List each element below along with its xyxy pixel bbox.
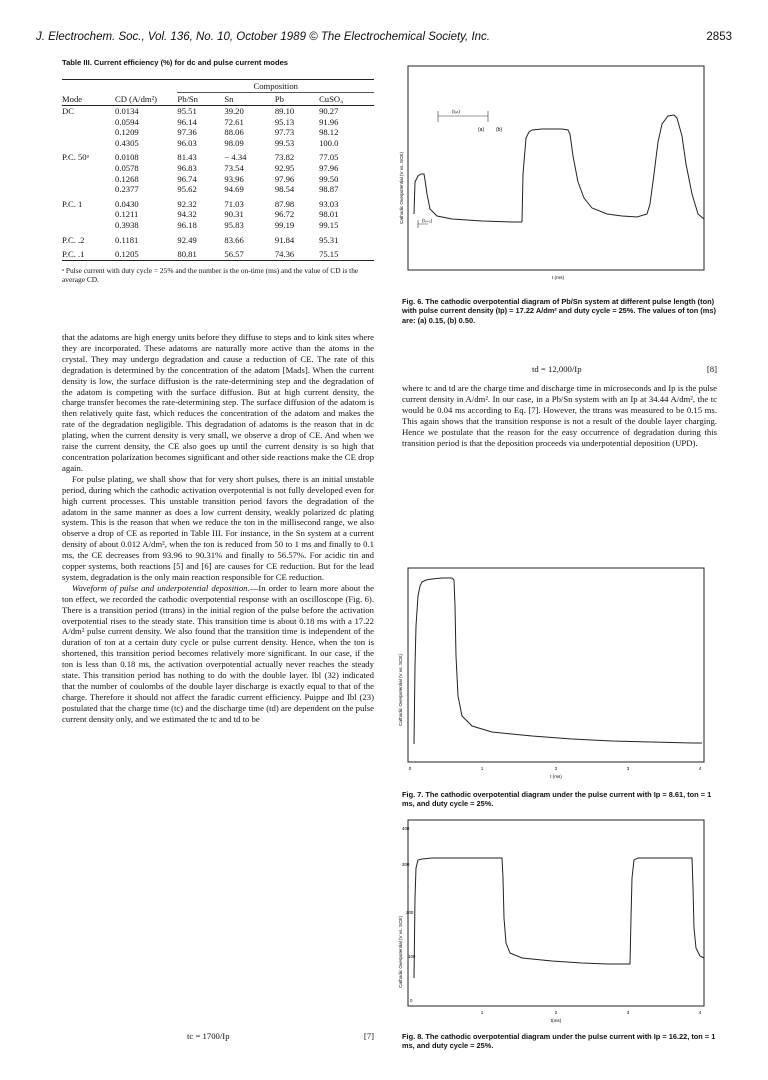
value-cell: 91.96 — [319, 116, 339, 127]
fig8-y-label: Cathodic Overpotential (V vs. SCE) — [398, 916, 403, 988]
table-row — [62, 163, 374, 174]
value-cell: 94.69 — [224, 184, 244, 195]
fig6-y-label: Cathodic Overpotential (V vs. SCE) — [399, 152, 404, 224]
value-cell: 97.36 — [177, 127, 197, 138]
value-cell: 98.09 — [224, 137, 244, 148]
table-iii — [62, 58, 374, 284]
table-row — [62, 117, 374, 128]
fig7-caption: Fig. 7. The cathodic overpotential diagram under the pulse current with Ip = 8.61, ton = 1 ms, and duty cycle = 25%. — [402, 790, 712, 809]
fig6-ton-marker — [438, 111, 488, 122]
value-cell: 99.19 — [274, 219, 295, 230]
value-cell: 0.0430 — [115, 198, 139, 209]
value-cell: 97.73 — [274, 127, 295, 138]
value-cell: 95.31 — [319, 234, 339, 245]
paragraph-adatoms: that the adatoms are high energy units before they diffuse to steps and to kink sites where they are incorporated. These adatoms are naturally more active than the atoms in the crystal. They may undergo degradation and cause a reduction of CE. The rate of this degradation is determined by the concentration of the adatom [Mads]. When the current density is low, the surface diffusion is the rate-determining step and the degradation of the adatom is competing with the surface diffusion. But at high current density, the charge transfer becomes the rate-determining step. The surface diffusion of the adatom is then relatively quite fast, which reduces the concentration of the adatom and makes the rate of the degradation negligible. This degradation of adatoms is the reason that in dc plating, when the current density is very small, we observe a drop of CE. And when we raise the current density, the CE also goes up until the current density is so high that concentration polarization becomes significant and other side reactions make the CE drop again. — [62, 332, 374, 473]
value-cell: 92.32 — [177, 198, 197, 209]
mode-cell — [62, 127, 115, 138]
figure-7 — [392, 566, 712, 788]
value-cell: 98.87 — [319, 184, 339, 195]
fig6-label-a: (a) — [478, 127, 485, 133]
mode-cell — [62, 220, 115, 231]
fig6-trace-a — [414, 174, 522, 222]
value-cell: 96.83 — [177, 162, 197, 173]
value-cell: 80.81 — [177, 249, 197, 260]
value-cell: 97.96 — [274, 173, 295, 184]
mode-cell: P.C. 50ᵃ — [62, 152, 89, 163]
mode-cell: P.C. .2 — [62, 234, 85, 245]
value-cell: 0.1205 — [115, 249, 139, 260]
value-cell: 83.66 — [224, 234, 244, 245]
mode-cell — [62, 184, 115, 195]
value-cell: 74.36 — [274, 249, 295, 260]
value-cell: 100.0 — [319, 137, 339, 148]
running-head — [36, 31, 732, 43]
value-cell: 90.27 — [319, 106, 339, 116]
fig6-label-b: (b) — [496, 127, 503, 133]
value-cell: 39.20 — [224, 106, 244, 116]
mode-cell: P.C. 1 — [62, 198, 83, 209]
value-cell: 88.06 — [224, 127, 244, 138]
fig6-x-label: t (ms) — [551, 276, 565, 281]
value-cell: 96.18 — [177, 219, 197, 230]
value-cell: 0.0578 — [115, 162, 139, 173]
table-row — [62, 209, 374, 220]
value-cell: 75.15 — [319, 249, 339, 260]
value-cell: 96.14 — [177, 116, 197, 127]
value-cell: 93.96 — [224, 173, 244, 184]
page-number: 2853 — [706, 31, 732, 43]
column-header: Sn — [224, 94, 234, 104]
equation-7-body: tc = 1700/Ip — [187, 1031, 230, 1041]
paragraph-waveform-text: —In order to learn more about the ton effect, we recorded the cathodic overpotential response with an oscilloscope (Fig. 6). There is a transition period (ttrans) in the initial region of the pulse before the activation overpotential rises to the steady state. This transition time is about 0.18 ms with a 17.22 A/dm² pulse current density. We also found that the transition time is independent of the duration of ton at a certain duty cycle or pulse current density. Hence, when the ton is shortened, this transition period becomes relatively more significant. In our case, if the ton is less than 0.18 ms, the activation overpotential actually never reaches the steady state. This transition period has nothing to do with the double layer. Ibl (32) indicated that the number of coulombs of the double layer discharge is exactly equal to that of the charge. Therefore it should not affect the faradic current efficiency. Puippe and Ibl (23) postulated that the charge time (tc) and the discharge time (td) are dependent on the pulse current density only, and we estimated the tc and td to be — [62, 582, 375, 724]
figure-8 — [392, 818, 712, 1028]
value-cell: 71.03 — [224, 198, 244, 209]
fig8-y-tick-300: 300 — [402, 862, 410, 867]
fig7-x-tick-3: 3 — [626, 766, 630, 771]
column-header: CuSO₄ — [319, 94, 344, 104]
value-cell: 98.12 — [319, 127, 339, 138]
table-row — [62, 138, 374, 149]
value-cell: 90.31 — [224, 209, 244, 220]
composition-header: Composition — [177, 80, 374, 93]
table-row — [62, 127, 374, 138]
fig6-caption: Fig. 6. The cathodic overpotential diagram of Pb/Sn system at different pulse length (ton) with pulse current density (Ip) = 17.22 A/dm² and duty cycle = 25%. The values of ton (ms) are: (a) 0.15, (b) 0.50. — [402, 297, 716, 325]
table-row — [62, 195, 374, 210]
fig7-x-tick-1: 1 — [480, 766, 484, 771]
value-cell: 0.1211 — [115, 209, 139, 220]
value-cell: 0.0134 — [115, 106, 139, 116]
efficiency-table — [62, 79, 374, 261]
table-row — [62, 148, 374, 163]
value-cell: 72.61 — [224, 116, 244, 127]
value-cell: 95.62 — [177, 184, 197, 195]
value-cell: 98.54 — [274, 184, 295, 195]
value-cell: 96.03 — [177, 137, 197, 148]
fig6-trans-label: (t₀₊₁) — [422, 218, 433, 223]
value-cell: 98.01 — [319, 209, 339, 220]
mode-cell: DC — [62, 106, 74, 116]
value-cell: 0.0594 — [115, 116, 139, 127]
journal-citation: J. Electrochem. Soc., Vol. 136, No. 10, October 1989 © The Electrochemical Society, Inc. — [36, 31, 490, 43]
column-header: Mode — [62, 93, 83, 104]
value-cell: 81.43 — [177, 152, 197, 163]
value-cell: 87.98 — [274, 198, 295, 209]
table-footnote: ᵃ Pulse current with duty cycle = 25% and the number is the on-time (ms) and the value of CD is the average CD. — [62, 265, 359, 284]
value-cell: 96.72 — [274, 209, 295, 220]
value-cell: − 4.34 — [224, 152, 247, 163]
value-cell: 99.50 — [319, 173, 339, 184]
value-cell: 0.0108 — [115, 152, 139, 163]
value-cell: 93.03 — [319, 198, 339, 209]
left-column-text — [62, 332, 374, 725]
figure-6 — [392, 64, 712, 286]
value-cell: 0.3938 — [115, 219, 139, 230]
paragraph-pulse-plating: For pulse plating, we shall show that for very short pulses, there is an initial unstable period, during which the cathodic activation overpotential is not fully developed even for high current processes. This unstable transition period favors the degradation of the adatom in the same manner as does a low current density, weakly polarized dc plating system. This is the reason that when we reduce the ton in the millisecond range, we also observe a drop of CE as reported in Table III. For instance, in the Sn system at a current density of about 0.012 A/dm², when the ton is reduced from 50 to 1 ms and finally to 0.1 ms, the CE decreases from 93.96 to 90.31% and finally to 56.57%. For acidic tin and copper systems, both reactions [5] and [6] are causes for CE reduction. But for the lead system, degradation is the only main reaction responsible for CE reduction. — [62, 473, 374, 582]
value-cell: 0.1181 — [115, 234, 139, 245]
table-row — [62, 106, 374, 117]
fig7-x-label: t (ms) — [550, 774, 562, 779]
value-cell: 95.13 — [274, 116, 295, 127]
table-row — [62, 174, 374, 185]
fig8-y-tick-200: 200 — [406, 910, 414, 915]
fig7-x-tick-0: 0 — [408, 766, 412, 771]
mode-cell — [62, 174, 115, 185]
value-cell: 99.15 — [319, 219, 339, 230]
value-cell: 95.51 — [177, 106, 197, 116]
value-cell: 96.74 — [177, 173, 197, 184]
value-cell: 94.32 — [177, 209, 197, 220]
column-header: Pb/Sn — [177, 94, 198, 104]
fig7-y-label: Cathodic Overpotential (V vs. SCE) — [398, 654, 403, 726]
fig6-trace-b — [522, 115, 704, 222]
table-caption: Table III. Current efficiency (%) for dc and pulse current modes — [62, 58, 289, 67]
section-run-in-heading: Waveform of pulse and underpotential deposition. — [72, 582, 250, 593]
mode-cell — [62, 117, 115, 128]
value-cell: 91.84 — [274, 234, 295, 245]
right-column-text — [402, 383, 717, 448]
fig6-ton-label: (tₒₙ) — [452, 109, 460, 114]
table-row — [62, 220, 374, 231]
equation-8-body: td = 12,000/Ip — [532, 364, 582, 374]
value-cell: 92.49 — [177, 234, 197, 245]
fig7-x-tick-4: 4 — [698, 766, 702, 771]
table-row — [62, 184, 374, 195]
value-cell: 56.57 — [224, 249, 244, 260]
value-cell: 0.1209 — [115, 127, 139, 138]
fig7-x-tick-2: 2 — [554, 766, 558, 771]
paragraph-upd: where tc and td are the charge time and discharge time in microseconds and Ip is the pulse current density in A/dm². In our case, in a Pb/Sn system with an Ip at 34.44 A/dm², the tc would be 0.04 ms according to Eq. [7]. However, the ttrans was measured to be 0.15 ms. This again shows that the transition response is not a result of the double layer charging. Hence we postulate that the reason for the easy occurrence of degradation during this transition period is that the deposition proceeds via underpotential deposition (UPD). — [402, 383, 717, 448]
value-cell: 92.95 — [274, 162, 295, 173]
table-row — [62, 231, 374, 246]
fig8-x-tick-3: 3 — [626, 1010, 630, 1015]
value-cell: 99.53 — [274, 137, 295, 148]
equation-8-number: [8] — [706, 364, 717, 374]
fig8-x-label: t(ms) — [550, 1018, 562, 1023]
fig8-y-tick-400: 400 — [402, 826, 410, 831]
fig8-y-tick-100: 100 — [408, 954, 416, 959]
fig8-y-tick-0: 0 — [410, 998, 413, 1003]
fig8-trace — [414, 858, 704, 978]
value-cell: 0.1268 — [115, 173, 139, 184]
column-header: Pb — [274, 94, 284, 104]
mode-cell — [62, 138, 115, 149]
column-header: CD (A/dm²) — [115, 93, 157, 104]
mode-cell: P.C. .1 — [62, 249, 85, 260]
value-cell: 77.05 — [319, 152, 339, 163]
paragraph-waveform — [62, 583, 374, 725]
fig8-x-tick-1: 1 — [480, 1010, 484, 1015]
fig8-x-tick-2: 2 — [554, 1010, 558, 1015]
value-cell: 73.82 — [274, 152, 295, 163]
mode-cell — [62, 163, 115, 174]
fig8-x-tick-4: 4 — [698, 1010, 702, 1015]
fig8-caption: Fig. 8. The cathodic overpotential diagram under the pulse current with Ip = 16.22, ton = 1 ms, and duty cycle = 25%. — [402, 1032, 716, 1051]
mode-cell — [62, 209, 115, 220]
value-cell: 0.2377 — [115, 184, 139, 195]
value-cell: 89.10 — [274, 106, 295, 116]
value-cell: 97.96 — [319, 162, 339, 173]
table-row — [62, 245, 374, 260]
value-cell: 95.83 — [224, 219, 244, 230]
fig7-trace — [414, 578, 702, 744]
value-cell: 73.54 — [224, 162, 244, 173]
value-cell: 0.4305 — [115, 137, 139, 148]
equation-7-number: [7] — [363, 1031, 374, 1041]
